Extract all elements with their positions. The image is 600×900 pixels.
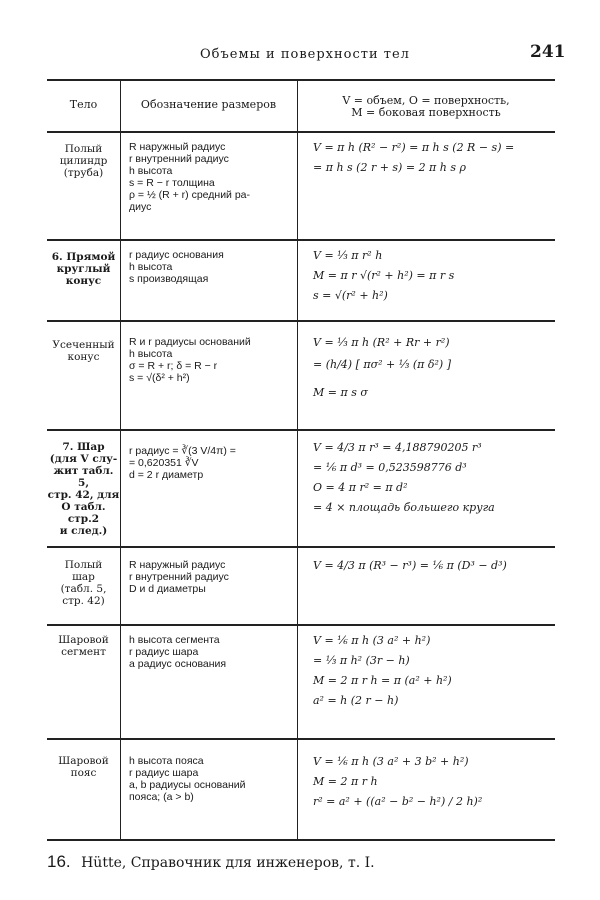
formula: V = 4/3 π (R³ − r³) = ⅙ π (D³ − d³) [313,559,507,572]
row-name: Полый цилиндр (труба) [59,143,108,179]
formula: M = π r √(r² + h²) = π r s [313,269,455,282]
row-name: 7. Шар (для V слу- жит табл. 5, стр. 42, для O табл. стр.2 и след.) [47,441,120,537]
formula: V = 4/3 π r³ = 4,188790205 r³ [313,441,482,454]
footer-text: Hütte, Справочник для инженеров, т. I. [81,855,375,871]
row-divider [47,546,555,548]
formula: s = √(r² + h²) [313,289,388,302]
formula: = ⅓ π h² (3r − h) [313,654,410,667]
row-name: Шаровой сегмент [58,634,109,658]
formula: r² = a² + ((a² − b² − h²) / 2 h)² [313,795,483,808]
row-dimensions: R и r радиусы оснований h высота σ = R + r; δ = R − r s = √(δ² + h²) [129,336,251,384]
row-divider [47,738,555,740]
formula: M = 2 π r h [313,775,378,788]
row-name: Усеченный конус [52,339,115,363]
header-dimensions: Обозначение размеров [140,98,277,111]
row-divider [47,131,555,133]
row-formulas [313,559,551,579]
row-formulas [313,141,551,181]
header-body: Тело [69,98,98,111]
formula: = ⅙ π d³ = 0,523598776 d³ [313,461,467,474]
row-name: Полый шар (табл. 5, стр. 42) [60,559,107,607]
column-divider [297,81,298,839]
row-divider [47,429,555,431]
formula: M = 2 π r h = π (a² + h²) [313,674,452,687]
row-dimensions: R наружный радиус r внутренний радиус D и d диаметры [129,559,229,595]
formula: O = 4 π r² = π d² [313,481,408,494]
row-dimensions: R наружный радиус r внутренний радиус h высота s = R − r толщина ρ = ½ (R + r) средний ра- диус [129,141,251,213]
header-formulas: V = объем, O = поверхность, M = боковая поверхность [342,94,510,119]
formula: V = ⅙ π h (3 a² + 3 b² + h²) [313,755,469,768]
column-divider [120,81,121,839]
formula: = (h/4) [ πσ² + ⅓ (π δ²) ] [313,358,452,371]
row-name: 6. Прямой круглый конус [51,251,116,287]
row-dimensions: h высота пояса r радиус шара a, b радиусы оснований пояса; (a > b) [129,755,246,803]
formula: a² = h (2 r − h) [313,694,399,707]
row-name: Шаровой пояс [58,755,109,779]
page-number: 241 [530,42,566,62]
formula: V = ⅙ π h (3 a² + h²) [313,634,431,647]
page-title: Объемы и поверхности тел [200,47,410,62]
row-formulas [313,441,551,521]
row-formulas [313,249,551,309]
formula: = 4 × площадь большего круга [313,501,495,514]
row-divider [47,239,555,241]
row-formulas [313,634,551,714]
formula: M = π s σ [313,386,368,399]
row-dimensions: r радиус = ∛(3 V/4π) = = 0,620351 ∛V d = 2 r диаметр [129,445,236,481]
footer [47,852,375,872]
formula-table [47,79,555,841]
row-divider [47,320,555,322]
formula: = π h s (2 r + s) = 2 π h s ρ [313,161,466,174]
row-dimensions: h высота сегмента r радиус шара a радиус основания [129,634,227,670]
row-dimensions: r радиус основания h высота s производящая [129,249,224,285]
row-divider [47,624,555,626]
formula: V = ⅓ π h (R² + Rr + r²) [313,336,450,349]
formula: V = π h (R² − r²) = π h s (2 R − s) = [313,141,515,154]
footer-number: 16. [47,852,71,871]
row-formulas [313,336,551,406]
row-formulas [313,755,551,815]
formula: V = ⅓ π r² h [313,249,383,262]
